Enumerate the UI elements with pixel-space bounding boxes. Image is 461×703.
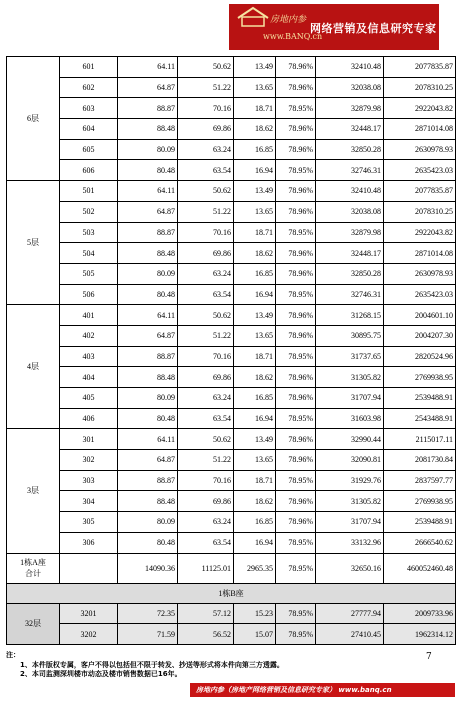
value-cell: 27777.94 xyxy=(316,603,384,624)
value-cell: 2630978.93 xyxy=(384,263,456,284)
value-cell: 16.94 xyxy=(234,284,276,305)
unit-number-cell: 305 xyxy=(60,512,118,533)
value-cell: 51.22 xyxy=(178,450,234,471)
value-cell: 88.87 xyxy=(118,346,178,367)
logo-text: 房地内参 xyxy=(270,15,307,25)
table-row xyxy=(7,346,456,367)
value-cell: 78.96% xyxy=(276,77,316,98)
unit-number-cell: 303 xyxy=(60,470,118,491)
value-cell: 32038.08 xyxy=(316,77,384,98)
value-cell: 78.96% xyxy=(276,263,316,284)
house-logo-icon xyxy=(236,6,270,28)
value-cell: 32448.17 xyxy=(316,119,384,140)
value-cell: 78.95% xyxy=(276,346,316,367)
value-cell: 2539488.91 xyxy=(384,388,456,409)
value-cell: 18.62 xyxy=(234,367,276,388)
table-row xyxy=(7,181,456,202)
value-cell: 50.62 xyxy=(178,181,234,202)
value-cell: 78.96% xyxy=(276,305,316,326)
value-cell: 2077835.87 xyxy=(384,57,456,78)
value-cell: 78.96% xyxy=(276,243,316,264)
value-cell: 78.95% xyxy=(276,624,316,645)
table-row xyxy=(7,512,456,533)
total-empty-cell xyxy=(60,553,118,583)
value-cell: 2820524.96 xyxy=(384,346,456,367)
value-cell: 16.94 xyxy=(234,160,276,181)
floor-label: 32层 xyxy=(7,603,60,644)
value-cell: 71.59 xyxy=(118,624,178,645)
section-b-row xyxy=(7,583,456,603)
value-cell: 63.24 xyxy=(178,512,234,533)
value-cell: 2871014.08 xyxy=(384,119,456,140)
value-cell: 2078310.25 xyxy=(384,201,456,222)
value-cell: 64.11 xyxy=(118,57,178,78)
value-cell: 2922043.82 xyxy=(384,98,456,119)
value-cell: 80.09 xyxy=(118,263,178,284)
table-row xyxy=(7,450,456,471)
table-row xyxy=(7,325,456,346)
table-row xyxy=(7,408,456,429)
table-body-b xyxy=(7,603,456,644)
value-cell: 31707.94 xyxy=(316,388,384,409)
value-cell: 13.49 xyxy=(234,57,276,78)
value-cell: 2635423.03 xyxy=(384,284,456,305)
value-cell: 72.35 xyxy=(118,603,178,624)
value-cell: 13.49 xyxy=(234,181,276,202)
unit-number-cell: 604 xyxy=(60,119,118,140)
total-row xyxy=(7,553,456,583)
value-cell: 78.95% xyxy=(276,470,316,491)
value-cell: 63.24 xyxy=(178,263,234,284)
value-cell: 88.48 xyxy=(118,119,178,140)
table-row xyxy=(7,305,456,326)
value-cell: 64.11 xyxy=(118,181,178,202)
value-cell: 88.48 xyxy=(118,243,178,264)
value-cell: 2081730.84 xyxy=(384,450,456,471)
value-cell: 2769938.95 xyxy=(384,491,456,512)
logo-url[interactable]: www.BANQ.cn xyxy=(263,32,323,41)
value-cell: 18.62 xyxy=(234,119,276,140)
unit-number-cell: 406 xyxy=(60,408,118,429)
value-cell: 78.96% xyxy=(276,119,316,140)
value-cell: 18.71 xyxy=(234,98,276,119)
unit-number-cell: 405 xyxy=(60,388,118,409)
value-cell: 57.12 xyxy=(178,603,234,624)
value-cell: 13.65 xyxy=(234,450,276,471)
value-cell: 78.95% xyxy=(276,532,316,553)
value-cell: 16.85 xyxy=(234,512,276,533)
value-cell: 50.62 xyxy=(178,429,234,450)
value-cell: 16.85 xyxy=(234,139,276,160)
value-cell: 64.87 xyxy=(118,201,178,222)
value-cell: 13.65 xyxy=(234,201,276,222)
value-cell: 64.11 xyxy=(118,305,178,326)
value-cell: 51.22 xyxy=(178,77,234,98)
value-cell: 78.96% xyxy=(276,491,316,512)
value-cell: 32850.28 xyxy=(316,263,384,284)
value-cell: 16.85 xyxy=(234,388,276,409)
value-cell: 31737.65 xyxy=(316,346,384,367)
table-row xyxy=(7,160,456,181)
value-cell: 78.96% xyxy=(276,201,316,222)
table-row xyxy=(7,367,456,388)
value-cell: 50.62 xyxy=(178,57,234,78)
value-cell: 78.96% xyxy=(276,57,316,78)
table-row xyxy=(7,243,456,264)
value-cell: 69.86 xyxy=(178,119,234,140)
value-cell: 18.62 xyxy=(234,243,276,264)
value-cell: 32990.44 xyxy=(316,429,384,450)
table-row xyxy=(7,532,456,553)
floor-label: 5层 xyxy=(7,181,60,305)
header-title: 网络营销及信息研究专家 xyxy=(310,22,437,35)
value-cell: 32448.17 xyxy=(316,243,384,264)
table-row xyxy=(7,77,456,98)
unit-number-cell: 601 xyxy=(60,57,118,78)
value-cell: 31305.82 xyxy=(316,367,384,388)
value-cell: 78.95% xyxy=(276,284,316,305)
unit-number-cell: 402 xyxy=(60,325,118,346)
value-cell: 2009733.96 xyxy=(384,603,456,624)
value-cell: 88.48 xyxy=(118,367,178,388)
value-cell: 78.96% xyxy=(276,450,316,471)
value-cell: 13.49 xyxy=(234,305,276,326)
table-row xyxy=(7,57,456,78)
notes xyxy=(6,651,426,680)
value-cell: 64.87 xyxy=(118,450,178,471)
notes-item: 1、本件版权专属，客户不得以包括但不限于转发、抄送等形式将本件向第三方透露。 xyxy=(20,660,284,669)
floor-label: 6层 xyxy=(7,57,60,181)
value-cell: 2004601.10 xyxy=(384,305,456,326)
value-cell: 31603.98 xyxy=(316,408,384,429)
value-cell: 64.11 xyxy=(118,429,178,450)
value-cell: 70.16 xyxy=(178,222,234,243)
value-cell: 63.24 xyxy=(178,139,234,160)
page-header xyxy=(0,0,461,56)
value-cell: 13.65 xyxy=(234,325,276,346)
table-row xyxy=(7,139,456,160)
value-cell: 88.48 xyxy=(118,491,178,512)
value-cell: 31305.82 xyxy=(316,491,384,512)
unit-number-cell: 504 xyxy=(60,243,118,264)
unit-number-cell: 3202 xyxy=(60,624,118,645)
value-cell: 30895.75 xyxy=(316,325,384,346)
value-cell: 18.71 xyxy=(234,222,276,243)
value-cell: 16.94 xyxy=(234,408,276,429)
value-cell: 78.96% xyxy=(276,388,316,409)
value-cell: 31268.15 xyxy=(316,305,384,326)
value-cell: 2922043.82 xyxy=(384,222,456,243)
value-cell: 69.86 xyxy=(178,367,234,388)
value-cell: 13.65 xyxy=(234,77,276,98)
value-cell: 31929.76 xyxy=(316,470,384,491)
unit-number-cell: 501 xyxy=(60,181,118,202)
value-cell: 80.09 xyxy=(118,388,178,409)
value-cell: 80.09 xyxy=(118,512,178,533)
value-cell: 32038.08 xyxy=(316,201,384,222)
value-cell: 69.86 xyxy=(178,491,234,512)
total-cell-usable: 11125.01 xyxy=(178,553,234,583)
unit-number-cell: 304 xyxy=(60,491,118,512)
total-cell-shared: 2965.35 xyxy=(234,553,276,583)
value-cell: 63.54 xyxy=(178,408,234,429)
value-cell: 80.48 xyxy=(118,160,178,181)
unit-number-cell: 606 xyxy=(60,160,118,181)
total-cell-price: 32650.16 xyxy=(316,553,384,583)
unit-number-cell: 401 xyxy=(60,305,118,326)
value-cell: 88.87 xyxy=(118,98,178,119)
value-cell: 2539488.91 xyxy=(384,512,456,533)
unit-number-cell: 3201 xyxy=(60,603,118,624)
value-cell: 78.96% xyxy=(276,181,316,202)
value-cell: 63.24 xyxy=(178,388,234,409)
value-cell: 2769938.95 xyxy=(384,367,456,388)
table-row xyxy=(7,624,456,645)
value-cell: 63.54 xyxy=(178,284,234,305)
value-cell: 70.16 xyxy=(178,346,234,367)
value-cell: 32850.28 xyxy=(316,139,384,160)
value-cell: 78.95% xyxy=(276,222,316,243)
table-row xyxy=(7,429,456,450)
value-cell: 15.23 xyxy=(234,603,276,624)
unit-number-cell: 302 xyxy=(60,450,118,471)
section-b-label: 1栋B座 xyxy=(7,583,456,603)
unit-number-cell: 602 xyxy=(60,77,118,98)
unit-number-cell: 502 xyxy=(60,201,118,222)
table-row xyxy=(7,119,456,140)
value-cell: 78.95% xyxy=(276,160,316,181)
value-cell: 78.96% xyxy=(276,429,316,450)
total-label xyxy=(7,553,60,583)
value-cell: 70.16 xyxy=(178,98,234,119)
unit-number-cell: 301 xyxy=(60,429,118,450)
value-cell: 2635423.03 xyxy=(384,160,456,181)
value-cell: 18.71 xyxy=(234,470,276,491)
unit-number-cell: 306 xyxy=(60,532,118,553)
table-row xyxy=(7,603,456,624)
total-label-line2: 合计 xyxy=(25,569,41,578)
value-cell: 2077835.87 xyxy=(384,181,456,202)
table-row xyxy=(7,491,456,512)
value-cell: 80.48 xyxy=(118,284,178,305)
table-row xyxy=(7,222,456,243)
value-cell: 70.16 xyxy=(178,470,234,491)
value-cell: 18.62 xyxy=(234,491,276,512)
floor-label: 3层 xyxy=(7,429,60,553)
value-cell: 69.86 xyxy=(178,243,234,264)
total-label-line1: 1栋A座 xyxy=(20,558,46,567)
floor-label: 4层 xyxy=(7,305,60,429)
value-cell: 64.87 xyxy=(118,77,178,98)
value-cell: 1962314.12 xyxy=(384,624,456,645)
value-cell: 63.54 xyxy=(178,160,234,181)
table-body-a xyxy=(7,57,456,554)
value-cell: 78.95% xyxy=(276,98,316,119)
table-row xyxy=(7,98,456,119)
table-row xyxy=(7,470,456,491)
value-cell: 2004207.30 xyxy=(384,325,456,346)
value-cell: 18.71 xyxy=(234,346,276,367)
value-cell: 2666540.62 xyxy=(384,532,456,553)
value-cell: 16.94 xyxy=(234,532,276,553)
value-cell: 15.07 xyxy=(234,624,276,645)
value-cell: 78.96% xyxy=(276,139,316,160)
unit-number-cell: 404 xyxy=(60,367,118,388)
table-row xyxy=(7,201,456,222)
value-cell: 51.22 xyxy=(178,201,234,222)
value-cell: 2871014.08 xyxy=(384,243,456,264)
value-cell: 2543488.91 xyxy=(384,408,456,429)
notes-item: 2、本司监测深圳楼市动态及楼市销售数据已16年。 xyxy=(20,670,182,678)
value-cell: 78.96% xyxy=(276,325,316,346)
unit-number-cell: 503 xyxy=(60,222,118,243)
unit-number-cell: 603 xyxy=(60,98,118,119)
total-cell-sum: 460052460.48 xyxy=(384,553,456,583)
total-cell-area: 14090.36 xyxy=(118,553,178,583)
table-row xyxy=(7,388,456,409)
value-cell: 51.22 xyxy=(178,325,234,346)
value-cell: 78.95% xyxy=(276,408,316,429)
unit-number-cell: 403 xyxy=(60,346,118,367)
unit-number-cell: 506 xyxy=(60,284,118,305)
value-cell: 88.87 xyxy=(118,222,178,243)
value-cell: 32746.31 xyxy=(316,160,384,181)
unit-number-cell: 505 xyxy=(60,263,118,284)
value-cell: 32879.98 xyxy=(316,222,384,243)
value-cell: 32090.81 xyxy=(316,450,384,471)
footer-text: 房地内参（房地产网络营销及信息研究专家） www.banq.cn xyxy=(196,686,392,694)
value-cell: 32410.48 xyxy=(316,181,384,202)
value-cell: 50.62 xyxy=(178,305,234,326)
value-cell: 78.95% xyxy=(276,603,316,624)
value-cell: 13.49 xyxy=(234,429,276,450)
value-cell: 56.52 xyxy=(178,624,234,645)
value-cell: 78.96% xyxy=(276,367,316,388)
table-total xyxy=(7,553,456,603)
value-cell: 32746.31 xyxy=(316,284,384,305)
value-cell: 2078310.25 xyxy=(384,77,456,98)
value-cell: 32410.48 xyxy=(316,57,384,78)
value-cell: 88.87 xyxy=(118,470,178,491)
value-cell: 80.48 xyxy=(118,532,178,553)
value-cell: 16.85 xyxy=(234,263,276,284)
value-cell: 2115017.11 xyxy=(384,429,456,450)
value-cell: 31707.94 xyxy=(316,512,384,533)
page-number: 7 xyxy=(426,652,432,662)
table-row xyxy=(7,263,456,284)
value-cell: 80.09 xyxy=(118,139,178,160)
table-row xyxy=(7,284,456,305)
value-cell: 78.96% xyxy=(276,512,316,533)
total-cell-rate: 78.95% xyxy=(276,553,316,583)
value-cell: 63.54 xyxy=(178,532,234,553)
value-cell: 2837597.77 xyxy=(384,470,456,491)
unit-number-cell: 605 xyxy=(60,139,118,160)
value-cell: 27410.45 xyxy=(316,624,384,645)
value-cell: 80.48 xyxy=(118,408,178,429)
value-cell: 2630978.93 xyxy=(384,139,456,160)
value-cell: 64.87 xyxy=(118,325,178,346)
value-cell: 32879.98 xyxy=(316,98,384,119)
notes-title: 注： xyxy=(6,651,20,659)
sales-price-table xyxy=(6,56,456,645)
value-cell: 33132.96 xyxy=(316,532,384,553)
